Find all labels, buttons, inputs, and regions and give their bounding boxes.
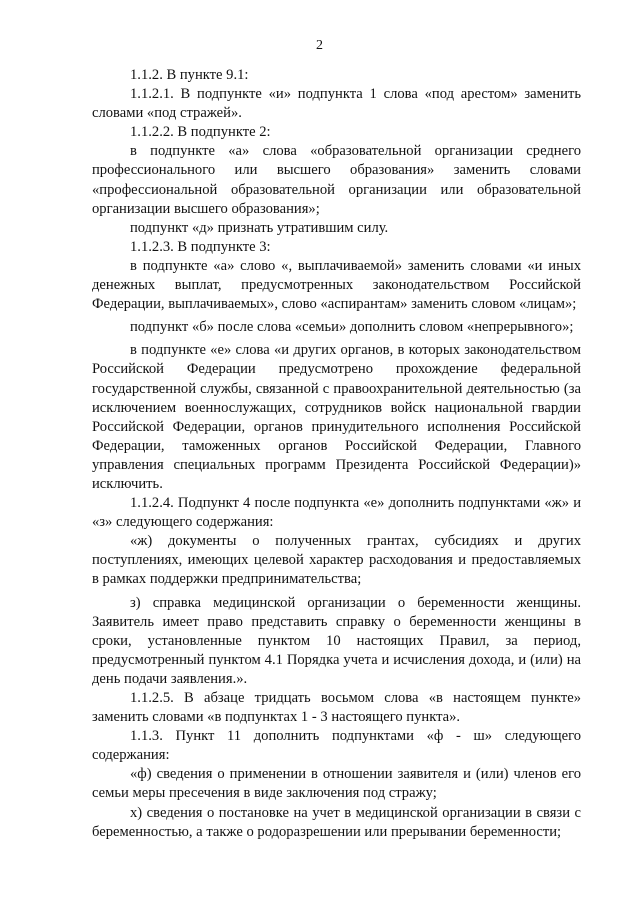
paragraph: 1.1.3. Пункт 11 дополнить подпунктами «ф - ш» следующего содержания: — [92, 728, 581, 764]
paragraph: 1.1.2.1. В подпункте «и» подпункта 1 слова «под арестом» заменить словами «под стражей». — [92, 86, 581, 122]
paragraph: «ф) сведения о применении в отношении заявителя и (или) членов его семьи меры пресечения в виде заключения под стражу; — [92, 766, 581, 802]
paragraph: 1.1.2.2. В подпункте 2: — [130, 124, 271, 141]
document-body — [92, 66, 581, 842]
page-number: 2 — [316, 38, 323, 53]
paragraph: подпункт «д» признать утратившим силу. — [130, 219, 389, 236]
paragraph: 1.1.2.5. В абзаце тридцать восьмом слова «в настоящем пункте» заменить словами «в подпунктах 1 - 3 настоящего пункта». — [92, 690, 581, 726]
paragraph: в подпункте «а» слово «, выплачиваемой» заменить словами «и иных денежных выплат, предусмотренных законодательством Российской Федерации, выплачиваемых», слово «аспирантам» заменить словом «лицам»; — [92, 257, 581, 313]
paragraph: в подпункте «а» слова «образовательной организации среднего профессионального или высшего образования» заменить словами «профессиональной образовательной организации или образовательной организации высшего образования»; — [92, 143, 581, 217]
paragraph: подпункт «б» после слова «семьи» дополнить словом «непрерывного»; — [130, 319, 574, 336]
paragraph: 1.1.2. В пункте 9.1: — [130, 67, 249, 83]
paragraph: 1.1.2.4. Подпункт 4 после подпункта «е» дополнить подпунктами «ж» и «з» следующего содержания: — [92, 495, 581, 531]
paragraph: з) справка медицинской организации о беременности женщины. Заявитель имеет право представить справку о беременности женщины в сроки, установленные пунктом 10 настоящих Правил, за период, предусмотренный пунктом 4.1 Порядка учета и исчисления дохода, и (или) на день подачи заявления.». — [92, 594, 581, 687]
paragraph: х) сведения о постановке на учет в медицинской организации в связи с беременностью, а также о родоразрешении или прерывании беременности; — [92, 804, 581, 840]
paragraph: 1.1.2.3. В подпункте 3: — [130, 238, 271, 255]
paragraph: в подпункте «е» слова «и других органов, в которых законодательством Российской Федерации предусмотрено прохождение федеральной государственной службы, связанной с правоохранительной деятельностью (за исключением военнослужащих, сотрудников войск национальной гвардии Российской Федерации, органов принудительного исполнения Российской Федерации, таможенных органов Российской Федерации, Главного управления специальных программ Президента Российской Федерации)» исключить. — [92, 342, 581, 492]
paragraph: «ж) документы о полученных грантах, субсидиях и других поступлениях, имеющих целевой характер расходования и предоставляемых в рамках поддержки предпринимательства; — [92, 533, 581, 588]
